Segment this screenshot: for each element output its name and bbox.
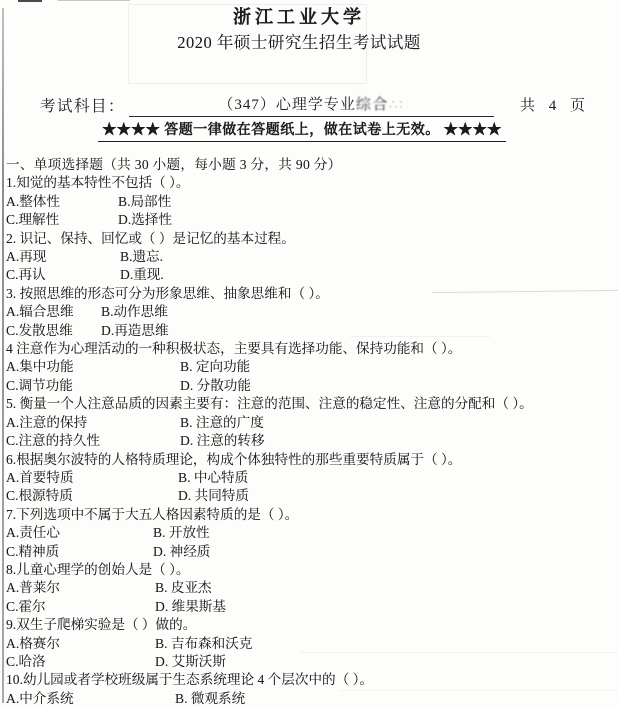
notice-row xyxy=(0,119,618,142)
question-5 xyxy=(6,395,616,450)
answer-notice: ★★★★ 答题一律做在答题纸上，做在试卷上无效。 ★★★★ xyxy=(98,119,506,142)
option-b: B.遗忘. xyxy=(120,249,164,265)
option-b: B. 皮亚杰 xyxy=(155,580,212,596)
subject-value: （347）心理学专业 xyxy=(218,97,356,113)
option-c: C.精神质 xyxy=(6,543,60,559)
option-a: A.责任心 xyxy=(6,525,60,541)
option-d: D. 注意的转移 xyxy=(180,433,265,449)
subject-field xyxy=(129,93,494,117)
option-a: A.格赛尔 xyxy=(6,635,60,651)
option-row xyxy=(6,377,616,395)
option-row xyxy=(6,248,616,266)
question-stem: 9.双生子爬梯实验是（ ）做的。 xyxy=(6,617,197,633)
option-row xyxy=(6,469,616,487)
option-c: C.霍尔 xyxy=(6,598,46,614)
question-6 xyxy=(6,451,616,506)
option-c: C.根源特质 xyxy=(6,488,73,504)
option-b: B. 注意的广度 xyxy=(180,414,264,430)
option-a: A.注意的保持 xyxy=(6,414,88,430)
question-stem: 7.下列选项中不属于大五人格因素特质的是（ ）。 xyxy=(6,506,299,522)
option-row xyxy=(6,487,616,505)
question-1 xyxy=(6,174,616,229)
option-d: D. 共同特质 xyxy=(178,488,249,504)
option-c: C.理解性 xyxy=(6,212,60,228)
option-d: D.重现. xyxy=(120,267,164,283)
option-d: D.选择性 xyxy=(118,212,172,228)
option-b: B. 定向功能 xyxy=(180,359,251,375)
question-4 xyxy=(6,340,616,395)
option-b: B.动作思维 xyxy=(101,304,168,320)
option-d: D.再造思维 xyxy=(101,322,169,338)
option-d: D. 神经质 xyxy=(153,543,211,559)
question-8 xyxy=(6,561,616,616)
option-row xyxy=(6,432,616,450)
question-stem: 8.儿童心理学的创始人是（ ）。 xyxy=(6,561,190,577)
option-a: A.再现 xyxy=(6,249,47,265)
option-row xyxy=(6,524,616,542)
option-b: B. 开放性 xyxy=(153,525,210,541)
question-stem: 6.根据奥尔波特的人格特质理论，构成个体独特性的那些重要特质属于（ ）。 xyxy=(6,451,462,467)
option-row xyxy=(6,543,616,561)
option-d: D. 分散功能 xyxy=(180,377,251,393)
option-row xyxy=(6,211,616,229)
header xyxy=(0,6,618,55)
exam-title: 2020 年硕士研究生招生考试试题 xyxy=(177,33,421,52)
question-list xyxy=(6,174,616,708)
option-row xyxy=(6,322,616,340)
question-stem: 4 注意作为心理活动的一种积极状态，主要具有选择功能、保持功能和（ ）。 xyxy=(6,341,462,357)
option-row xyxy=(6,635,616,653)
option-a: A.中介系统 xyxy=(6,690,74,706)
option-b: B.局部性 xyxy=(118,193,172,209)
question-2 xyxy=(6,230,616,285)
option-c: C.调节功能 xyxy=(6,377,73,393)
subject-label: 考试科目： xyxy=(40,98,126,115)
question-3 xyxy=(6,285,616,340)
question-stem: 10.幼儿园或者学校班级属于生态系统理论 4 个层次中的（ ）。 xyxy=(6,672,374,688)
option-b: B. 吉布森和沃克 xyxy=(155,635,253,651)
question-9 xyxy=(6,616,616,671)
option-c: C.哈洛 xyxy=(6,653,46,669)
option-c: C.发散思维 xyxy=(6,322,73,338)
option-b: B. 微观系统 xyxy=(175,690,246,706)
question-stem: 1.知觉的基本特性不包括（ ）。 xyxy=(6,175,190,191)
question-stem: 3. 按照思维的形态可分为形象思维、抽象思维和（ ）。 xyxy=(6,285,329,301)
option-row xyxy=(6,653,616,671)
page-count: 共 4 页 xyxy=(519,98,590,114)
option-row xyxy=(6,598,616,616)
question-7 xyxy=(6,506,616,561)
option-row xyxy=(6,303,616,321)
subject-row xyxy=(40,93,590,117)
option-row xyxy=(6,414,616,432)
option-a: A.辐合思维 xyxy=(6,304,74,320)
option-a: A.整体性 xyxy=(6,193,60,209)
option-c: C.注意的持久性 xyxy=(6,433,101,449)
question-stem: 5. 衡量一个人注意品质的因素主要有：注意的范围、注意的稳定性、注意的分配和（ ）。 xyxy=(6,396,533,412)
subject-value-smudged: 综合 xyxy=(355,97,389,113)
scan-left-edge-line xyxy=(2,8,4,703)
option-row xyxy=(6,358,616,376)
question-stem: 2. 识记、保持、回忆或（ ）是记忆的基本过程。 xyxy=(6,230,295,246)
section-heading: 一、单项选择题（共 30 小题，每小题 3 分，共 90 分） xyxy=(6,157,342,172)
option-d: D. 艾斯沃斯 xyxy=(155,653,226,669)
question-area xyxy=(6,156,616,708)
option-b: B. 中心特质 xyxy=(178,469,249,485)
option-row xyxy=(6,193,616,211)
option-row xyxy=(6,266,616,284)
option-row xyxy=(6,690,616,708)
option-c: C.再认 xyxy=(6,267,46,283)
option-d: D. 维果斯基 xyxy=(155,598,226,614)
subject-smudge-traces: ∴∶ xyxy=(388,97,405,112)
option-a: A.首要特质 xyxy=(6,469,74,485)
option-row xyxy=(6,579,616,597)
university-name: 浙江工业大学 xyxy=(233,7,365,27)
option-a: A.集中功能 xyxy=(6,359,74,375)
option-a: A.普莱尔 xyxy=(6,580,60,596)
scan-top-mark xyxy=(18,0,42,2)
scan-top-mark-faint xyxy=(58,0,130,1)
